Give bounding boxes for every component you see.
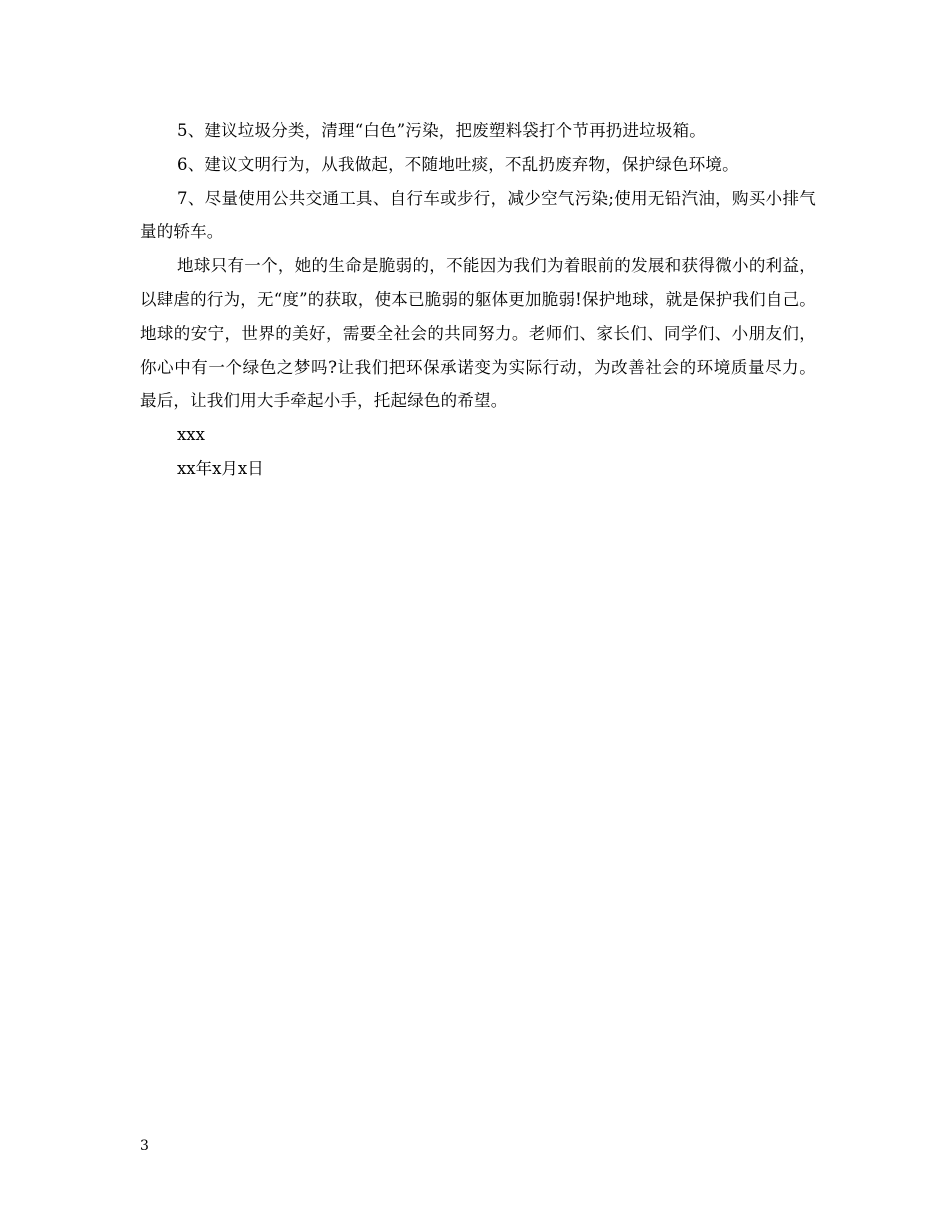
document-body [140, 114, 816, 486]
date: xx年x月x日 [177, 458, 264, 478]
paragraph-suggestion-6: 6、建议文明行为，从我做起，不随地吐痰，不乱扔废弃物，保护绿色环境。 [177, 154, 739, 174]
paragraph-suggestion-5: 5、建议垃圾分类，清理“白色”污染，把废塑料袋打个节再扔进垃圾箱。 [177, 121, 706, 140]
paragraph-closing: 地球只有一个，她的生命是脆弱的，不能因为我们为着眼前的发展和获得微小的利益，以肆虐的行为，无“度”的获取，使本已脆弱的躯体更加脆弱!保护地球，就是保护我们自己。地球的安宁，世界的美好，需要全社会的共同努力。老师们、家长们、同学们、小朋友们，你心中有一个绿色之梦吗?让我们把环保承诺变为实际行动，为改善社会的环境质量尽力。最后，让我们用大手牵起小手，托起绿色的希望。 [140, 256, 816, 411]
signature: xxx [177, 425, 205, 445]
page-number: 3 [140, 1138, 149, 1154]
paragraph-suggestion-7: 7、尽量使用公共交通工具、自行车或步行，减少空气污染;使用无铅汽油，购买小排气量的轿车。 [140, 188, 816, 242]
